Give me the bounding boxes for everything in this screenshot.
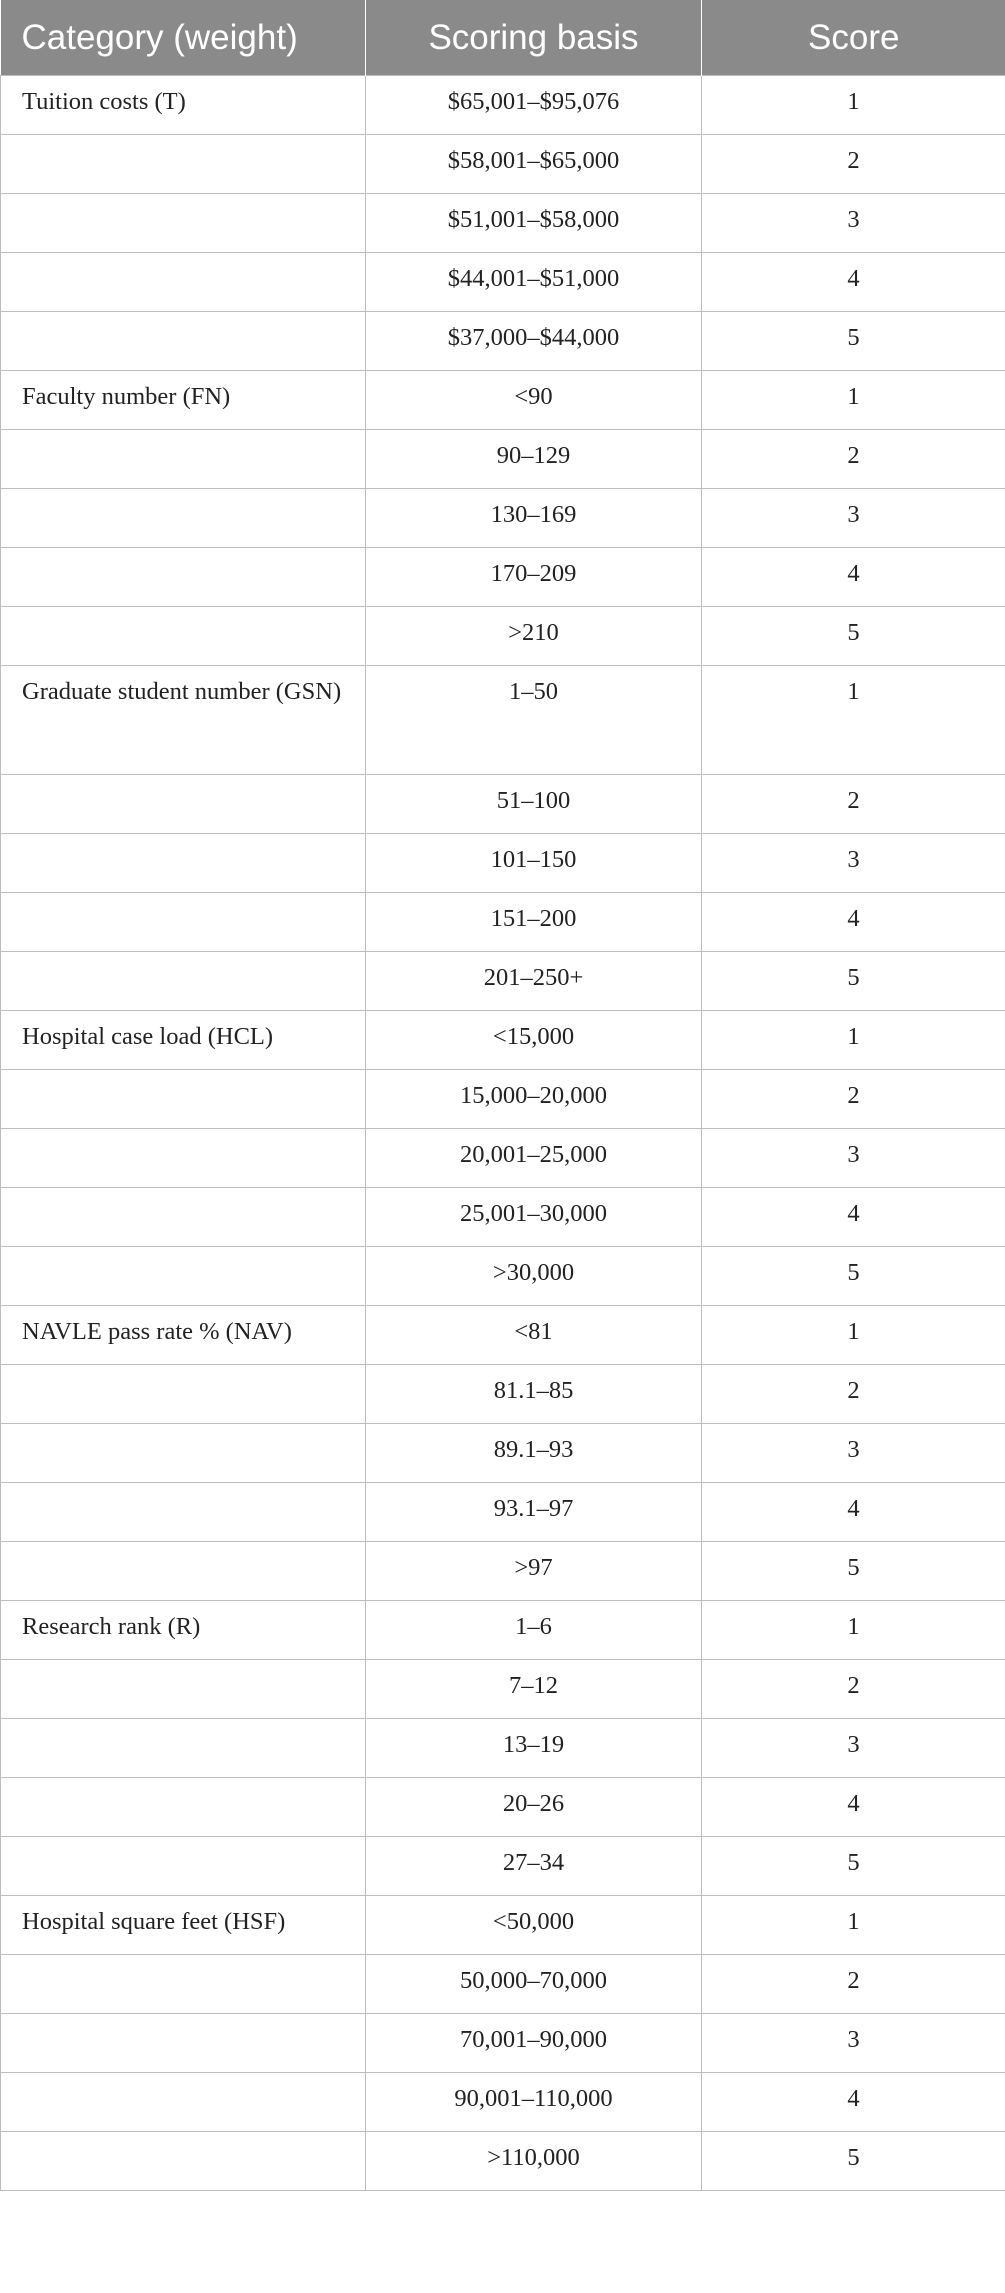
table-row <box>1 1070 1005 1129</box>
score-cell: 5 <box>702 607 1005 666</box>
score-cell: 4 <box>702 253 1005 312</box>
score-cell: 1 <box>702 1601 1005 1660</box>
scoring-basis-cell: 70,001–90,000 <box>366 2014 702 2073</box>
table-row <box>1 2014 1005 2073</box>
table-row <box>1 893 1005 952</box>
scoring-basis-cell: 170–209 <box>366 548 702 607</box>
score-cell: 1 <box>702 1306 1005 1365</box>
score-cell: 4 <box>702 1483 1005 1542</box>
category-cell <box>1 1955 366 2014</box>
table-row <box>1 1424 1005 1483</box>
category-cell <box>1 312 366 371</box>
table-body <box>1 76 1005 2191</box>
score-cell: 1 <box>702 666 1005 775</box>
scoring-basis-cell: >97 <box>366 1542 702 1601</box>
scoring-basis-cell: 1–6 <box>366 1601 702 1660</box>
table-row <box>1 666 1005 775</box>
table-row <box>1 1306 1005 1365</box>
category-cell <box>1 2073 366 2132</box>
scoring-basis-cell: $37,000–$44,000 <box>366 312 702 371</box>
table-row <box>1 1365 1005 1424</box>
score-cell: 3 <box>702 1129 1005 1188</box>
category-cell <box>1 2014 366 2073</box>
score-cell: 5 <box>702 2132 1005 2191</box>
scoring-basis-cell: 101–150 <box>366 834 702 893</box>
table-row <box>1 253 1005 312</box>
category-cell <box>1 607 366 666</box>
category-cell <box>1 1365 366 1424</box>
category-cell <box>1 1070 366 1129</box>
category-cell: Hospital square feet (HSF) <box>1 1896 366 1955</box>
table-row <box>1 2073 1005 2132</box>
table-row <box>1 1188 1005 1247</box>
category-cell <box>1 1188 366 1247</box>
scoring-basis-cell: 81.1–85 <box>366 1365 702 1424</box>
score-cell: 5 <box>702 1247 1005 1306</box>
score-cell: 5 <box>702 952 1005 1011</box>
scoring-basis-cell: $51,001–$58,000 <box>366 194 702 253</box>
scoring-basis-cell: <50,000 <box>366 1896 702 1955</box>
table-row <box>1 607 1005 666</box>
scoring-basis-cell: $44,001–$51,000 <box>366 253 702 312</box>
score-cell: 2 <box>702 1660 1005 1719</box>
category-cell: Faculty number (FN) <box>1 371 366 430</box>
table-row <box>1 430 1005 489</box>
category-cell <box>1 1660 366 1719</box>
score-cell: 2 <box>702 430 1005 489</box>
score-cell: 2 <box>702 1070 1005 1129</box>
scoring-basis-cell: 20,001–25,000 <box>366 1129 702 1188</box>
scoring-basis-cell: 27–34 <box>366 1837 702 1896</box>
table-row <box>1 194 1005 253</box>
scoring-basis-cell: <81 <box>366 1306 702 1365</box>
score-cell: 3 <box>702 1719 1005 1778</box>
score-cell: 1 <box>702 371 1005 430</box>
category-cell <box>1 1483 366 1542</box>
category-cell <box>1 834 366 893</box>
table-row <box>1 76 1005 135</box>
scoring-basis-cell: 130–169 <box>366 489 702 548</box>
category-cell <box>1 1837 366 1896</box>
score-cell: 2 <box>702 135 1005 194</box>
scoring-basis-cell: 20–26 <box>366 1778 702 1837</box>
score-cell: 3 <box>702 834 1005 893</box>
column-header-scoring-basis: Scoring basis <box>366 0 702 76</box>
table-row <box>1 135 1005 194</box>
category-cell <box>1 194 366 253</box>
score-cell: 4 <box>702 2073 1005 2132</box>
header-row <box>1 0 1005 76</box>
scoring-basis-cell: 25,001–30,000 <box>366 1188 702 1247</box>
category-cell <box>1 2132 366 2191</box>
scoring-basis-cell: 90–129 <box>366 430 702 489</box>
category-cell <box>1 1129 366 1188</box>
score-cell: 4 <box>702 1778 1005 1837</box>
category-cell <box>1 548 366 607</box>
scoring-basis-cell: 7–12 <box>366 1660 702 1719</box>
column-header-category: Category (weight) <box>1 0 366 76</box>
score-cell: 3 <box>702 1424 1005 1483</box>
table-row <box>1 1542 1005 1601</box>
table-row <box>1 1011 1005 1070</box>
scoring-basis-cell: 151–200 <box>366 893 702 952</box>
scoring-basis-cell: 1–50 <box>366 666 702 775</box>
scoring-basis-cell: 13–19 <box>366 1719 702 1778</box>
category-cell <box>1 1424 366 1483</box>
category-cell <box>1 135 366 194</box>
scoring-basis-cell: 51–100 <box>366 775 702 834</box>
score-cell: 5 <box>702 312 1005 371</box>
score-cell: 5 <box>702 1837 1005 1896</box>
table-row <box>1 775 1005 834</box>
scoring-basis-cell: >110,000 <box>366 2132 702 2191</box>
table-row <box>1 1601 1005 1660</box>
table-row <box>1 548 1005 607</box>
score-cell: 2 <box>702 1955 1005 2014</box>
scoring-basis-cell: 201–250+ <box>366 952 702 1011</box>
category-cell <box>1 1719 366 1778</box>
scoring-basis-cell: 15,000–20,000 <box>366 1070 702 1129</box>
table-row <box>1 371 1005 430</box>
scoring-basis-cell: <15,000 <box>366 1011 702 1070</box>
score-cell: 2 <box>702 1365 1005 1424</box>
category-cell <box>1 1542 366 1601</box>
category-cell: Graduate student number (GSN) <box>1 666 366 775</box>
scoring-basis-cell: >210 <box>366 607 702 666</box>
score-cell: 2 <box>702 775 1005 834</box>
score-cell: 3 <box>702 489 1005 548</box>
category-cell <box>1 430 366 489</box>
score-cell: 5 <box>702 1542 1005 1601</box>
category-cell <box>1 952 366 1011</box>
category-cell: NAVLE pass rate % (NAV) <box>1 1306 366 1365</box>
category-cell <box>1 253 366 312</box>
table-row <box>1 1129 1005 1188</box>
table-row <box>1 834 1005 893</box>
table-row <box>1 1660 1005 1719</box>
score-cell: 1 <box>702 1896 1005 1955</box>
category-cell: Hospital case load (HCL) <box>1 1011 366 1070</box>
scoring-basis-cell: 90,001–110,000 <box>366 2073 702 2132</box>
scoring-basis-cell: 50,000–70,000 <box>366 1955 702 2014</box>
table-row <box>1 1896 1005 1955</box>
table-row <box>1 1719 1005 1778</box>
table-row <box>1 1955 1005 2014</box>
table-row <box>1 489 1005 548</box>
table-row <box>1 952 1005 1011</box>
table-row <box>1 2132 1005 2191</box>
score-cell: 3 <box>702 2014 1005 2073</box>
scoring-basis-cell: $65,001–$95,076 <box>366 76 702 135</box>
scoring-basis-cell: $58,001–$65,000 <box>366 135 702 194</box>
score-cell: 3 <box>702 194 1005 253</box>
score-cell: 4 <box>702 1188 1005 1247</box>
table-row <box>1 312 1005 371</box>
category-cell <box>1 489 366 548</box>
score-cell: 4 <box>702 548 1005 607</box>
column-header-score: Score <box>702 0 1005 76</box>
score-cell: 1 <box>702 76 1005 135</box>
table-row <box>1 1247 1005 1306</box>
table-row <box>1 1483 1005 1542</box>
scoring-basis-cell: >30,000 <box>366 1247 702 1306</box>
scoring-basis-cell: 89.1–93 <box>366 1424 702 1483</box>
scoring-basis-cell: 93.1–97 <box>366 1483 702 1542</box>
category-cell <box>1 775 366 834</box>
category-cell <box>1 1247 366 1306</box>
score-cell: 1 <box>702 1011 1005 1070</box>
table-row <box>1 1837 1005 1896</box>
category-cell <box>1 1778 366 1837</box>
table-row <box>1 1778 1005 1837</box>
category-cell <box>1 893 366 952</box>
category-cell: Tuition costs (T) <box>1 76 366 135</box>
scoring-basis-cell: <90 <box>366 371 702 430</box>
score-cell: 4 <box>702 893 1005 952</box>
category-cell: Research rank (R) <box>1 1601 366 1660</box>
